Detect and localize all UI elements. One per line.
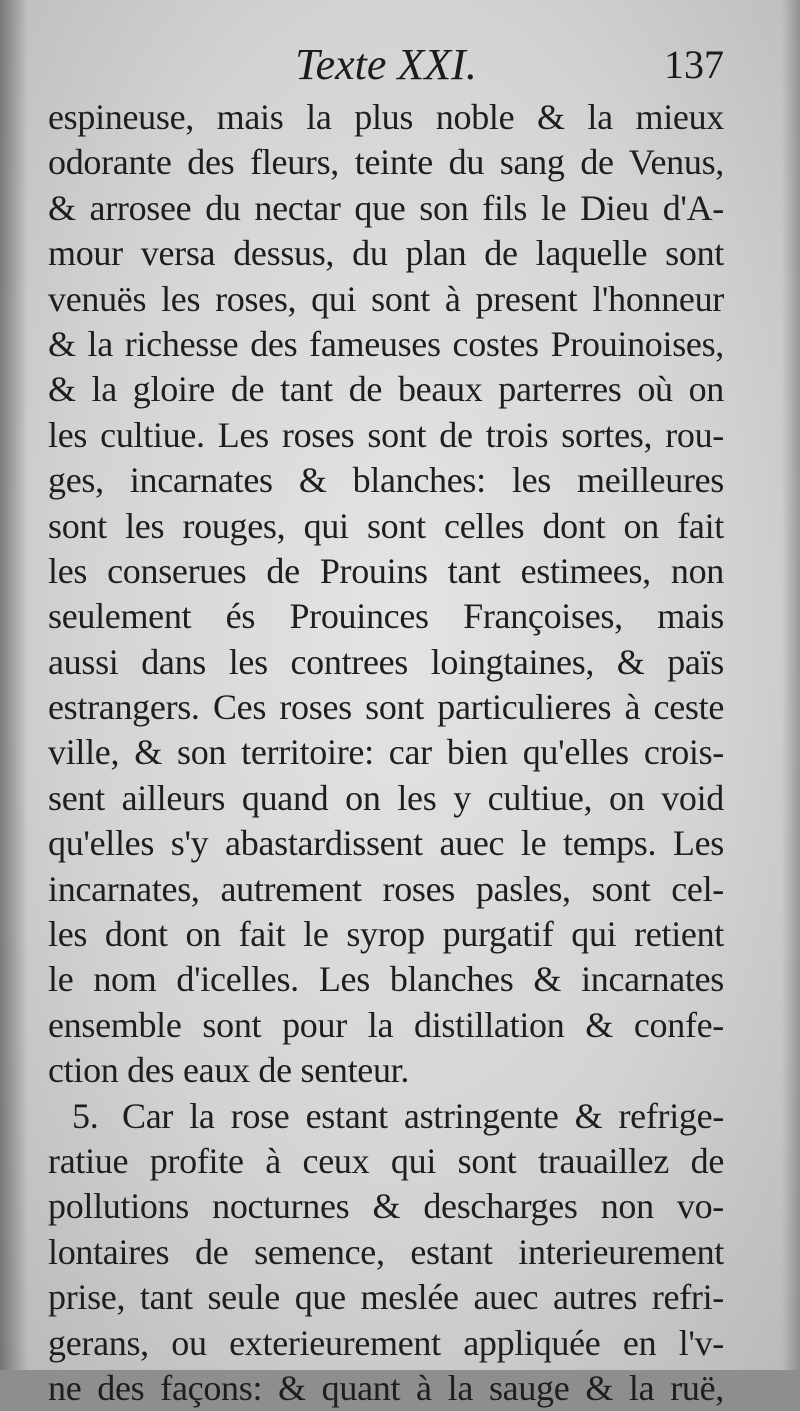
text-line: ges, incarnates & blanches: les meilleures <box>48 460 724 501</box>
text-line: sent ailleurs quand on les y cultiue, on void <box>48 777 724 818</box>
text-line: le nom d'icelles. Les blanches & incarnates <box>48 959 724 1000</box>
text-line: ensemble sont pour la distillation & confe- <box>48 1004 724 1045</box>
text-line: venuës les roses, qui sont à present l'honneur <box>48 278 724 319</box>
text-line: pollutions nocturnes & descharges non vo- <box>48 1186 724 1227</box>
paragraph-5-text: Car la rose estant astringente & refrige- <box>122 1095 724 1136</box>
text-line: incarnates, autrement roses pasles, sont cel- <box>48 868 724 909</box>
paragraph-number: 5. <box>72 1095 99 1136</box>
text-line: qu'elles s'y abastardissent auec le temps. Les <box>48 823 724 864</box>
text-line: seulement és Prouinces Françoises, mais <box>48 596 724 637</box>
text-line: ne des façons: & quant à la sauge & la ruë, <box>48 1367 724 1408</box>
page-number: 137 <box>664 42 724 87</box>
text-line: & la richesse des fameuses costes Prouinoises, <box>48 323 724 364</box>
text-line: aussi dans les contrees loingtaines, & païs <box>48 641 724 682</box>
text-line: & arrosee du nectar que son fils le Dieu d'A- <box>48 187 724 228</box>
text-line: les cultiue. Les roses sont de trois sortes, rou- <box>48 414 724 455</box>
text-line: sont les rouges, qui sont celles dont on fait <box>48 505 724 546</box>
running-title: Texte XXI. <box>295 40 477 89</box>
text-line: les dont on fait le syrop purgatif qui retient <box>48 914 724 955</box>
text-line: & la gloire de tant de beaux parterres où on <box>48 369 724 410</box>
text-line: gerans, ou exterieurement appliquée en l'v- <box>48 1322 724 1363</box>
text-line: les conserues de Prouins tant estimees, non <box>48 550 724 591</box>
text-line: mour versa dessus, du plan de laquelle sont <box>48 233 724 274</box>
text-line: prise, tant seule que meslée auec autres refri- <box>48 1277 724 1318</box>
text-line: ville, & son territoire: car bien qu'elles crois- <box>48 732 724 773</box>
text-line: lontaires de semence, estant interieurement <box>48 1231 724 1272</box>
text-line: ction des eaux de senteur. <box>48 1050 410 1091</box>
running-head <box>48 40 724 90</box>
text-line: estrangers. Ces roses sont particulieres à ceste <box>48 687 724 728</box>
text-block <box>48 95 724 1411</box>
paragraph-5-first-line <box>48 1094 724 1139</box>
text-line: ratiue profite à ceux qui sont trauaillez de <box>48 1140 724 1181</box>
text-line: espineuse, mais la plus noble & la mieux <box>48 97 724 137</box>
text-line: odorante des fleurs, teinte du sang de Venus, <box>48 142 724 183</box>
